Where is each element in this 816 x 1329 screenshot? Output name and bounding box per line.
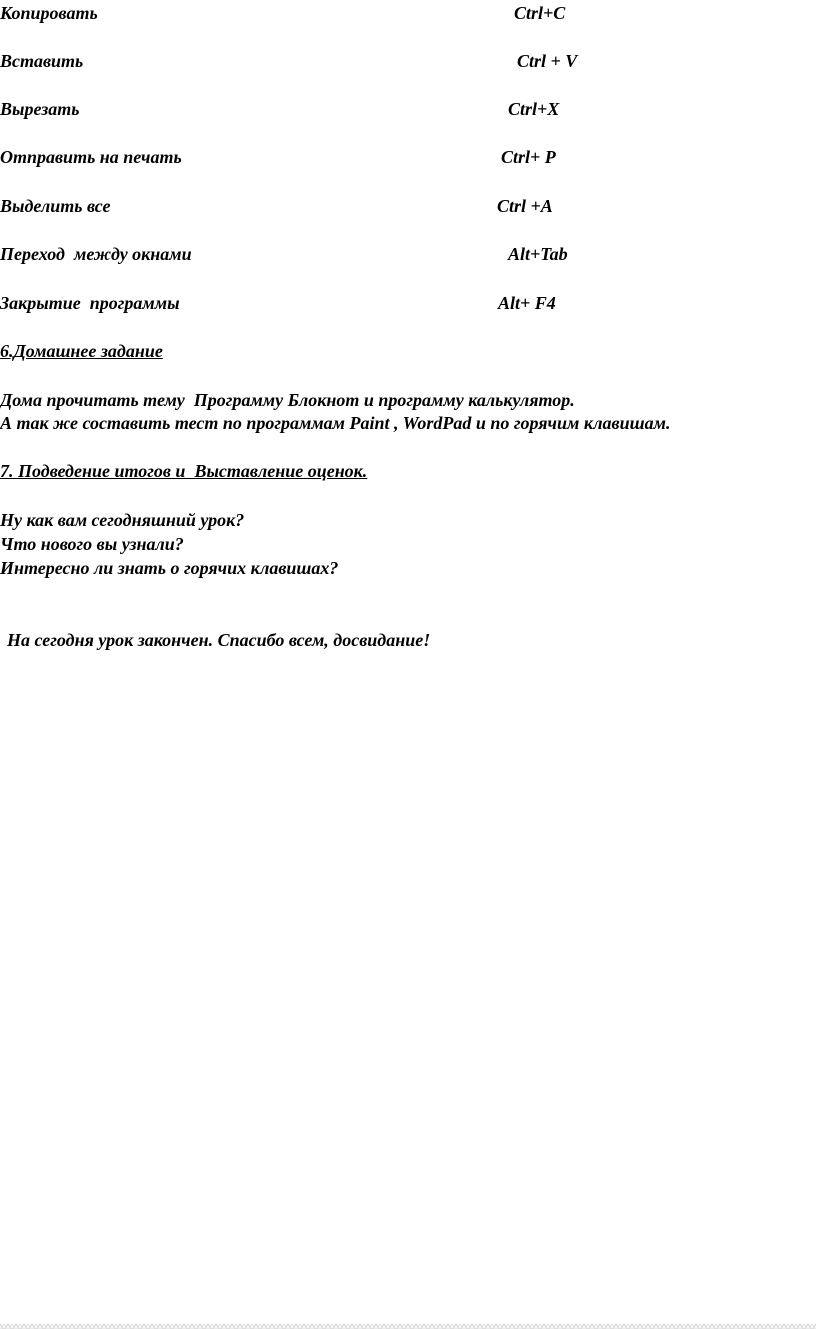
- homework-heading: 6.Домашнее задание: [0, 341, 163, 361]
- hotkey-action-print: Отправить на печать: [0, 147, 182, 167]
- hotkey-keys-print: Ctrl+ P: [501, 147, 556, 167]
- summary-question-3: Интересно ли знать о горячих клавишах?: [0, 558, 339, 578]
- hotkey-keys-select-all: Ctrl +A: [497, 196, 553, 216]
- closing-line: На сегодня урок закончен. Спасибо всем, досвидание!: [7, 630, 431, 650]
- summary-heading: 7. Подведение итогов и Выставление оценок.: [0, 461, 368, 481]
- hotkey-action-close-program: Закрытие программы: [0, 293, 180, 313]
- hotkey-action-cut: Вырезать: [0, 99, 80, 119]
- summary-question-1: Ну как вам сегодняшний урок?: [0, 510, 245, 530]
- homework-line-1: Дома прочитать тему Программу Блокнот и программу калькулятор.: [0, 390, 575, 410]
- hotkey-keys-paste: Ctrl + V: [517, 51, 578, 71]
- hotkey-action-paste: Вставить: [0, 51, 84, 71]
- hotkey-keys-close-program: Alt+ F4: [498, 293, 556, 313]
- hotkey-action-select-all: Выделить все: [0, 196, 111, 216]
- homework-line-2: А так же составить тест по программам Paint , WordPad и по горячим клавишам.: [0, 413, 671, 433]
- hotkey-keys-copy: Ctrl+C: [514, 3, 566, 23]
- hotkey-keys-switch-windows: Alt+Tab: [508, 244, 568, 264]
- hotkey-action-switch-windows: Переход между окнами: [0, 244, 192, 264]
- summary-question-2: Что нового вы узнали?: [0, 534, 184, 554]
- decorative-page-border: [0, 1317, 816, 1329]
- hotkey-keys-cut: Ctrl+X: [508, 99, 560, 119]
- hotkey-action-copy: Копировать: [0, 3, 98, 23]
